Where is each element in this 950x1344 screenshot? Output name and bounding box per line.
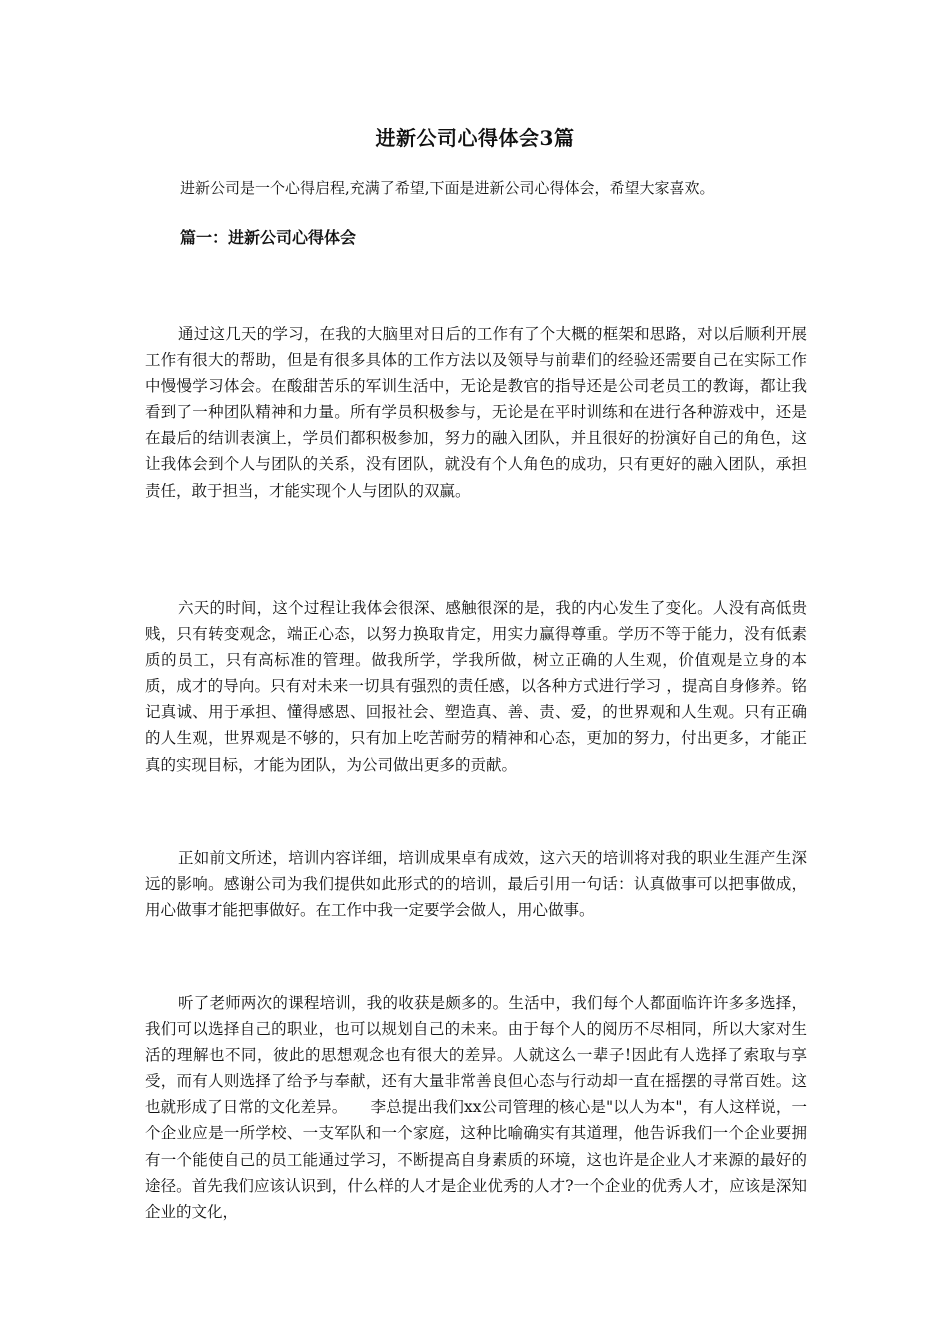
intro-paragraph: 进新公司是一个心得启程,充满了希望,下面是进新公司心得体会，希望大家喜欢。 bbox=[180, 179, 715, 197]
document-title: 进新公司心得体会3篇 bbox=[375, 126, 575, 150]
body-paragraph: 正如前文所述，培训内容详细，培训成果卓有成效，这六天的培训将对我的职业生涯产生深远的影响。感谢公司为我们提供如此形式的的培训，最后引用一句话：认真做事可以把事做成，用心做事才能把事做好。在工作中我一定要学会做人，用心做事。 bbox=[145, 849, 807, 920]
body-paragraph: 通过这几天的学习，在我的大脑里对日后的工作有了个大概的框架和思路，对以后顺利开展工作有很大的帮助，但是有很多具体的工作方法以及领导与前辈们的经验还需要自己在实际工作中慢慢学习体会。在酸甜苦乐的军训生活中，无论是教官的指导还是公司老员工的教诲，都让我看到了一种团队精神和力量。所有学员积极参与，无论是在平时训练和在进行各种游戏中，还是在最后的结训表演上，学员们都积极参加，努力的融入团队，并且很好的扮演好自己的角色，这让我体会到个人与团队的关系，没有团队，就没有个人角色的成功，只有更好的融入团队，承担责任，敢于担当，才能实现个人与团队的双赢。 bbox=[145, 325, 807, 500]
section-heading: 篇一：进新公司心得体会 bbox=[180, 228, 357, 247]
body-paragraph: 六天的时间，这个过程让我体会很深、感触很深的是，我的内心发生了变化。人没有高低贵贱，只有转变观念，端正心态，以努力换取肯定，用实力赢得尊重。学历不等于能力，没有低素质的员工，只有高标准的管理。做我所学，学我所做，树立正确的人生观，价值观是立身的本质，成才的导向。只有对未来一切具有强烈的责任感，以各种方式进行学习 ，提高自身修养。铭记真诚、用于承担、懂得感恩、回报社会、塑造真、善、责、爱，的世界观和人生观。只有正确的人生观，世界观是不够的，只有加上吃苦耐劳的精神和心态，更加的努力，付出更多，才能正真的实现目标，才能为团队，为公司做出更多的贡献。 bbox=[145, 599, 807, 774]
body-paragraph: 听了老师两次的课程培训，我的收获是颇多的。生活中，我们每个人都面临许许多多选择，我们可以选择自己的职业，也可以规划自己的未来。由于每个人的阅历不尽相同，所以大家对生活的理解也不同，彼此的思想观念也有很大的差异。人就这么一辈子!因此有人选择了索取与享受，而有人则选择了给予与奉献，还有大量非常善良但心态与行动却一直在摇摆的寻常百姓。这也就形成了日常的文化差异。 李总提出我们xx公司管理的核心是"以人为本"，有人这样说，一个企业应是一所学校、一支军队和一个家庭，这种比喻确实有其道理，他告诉我们一个企业要拥有一个能使自己的员工能通过学习，不断提高自身素质的环境，这也许是企业人才来源的最好的途径。首先我们应该认识到，什么样的人才是企业优秀的人才?一个企业的优秀人才，应该是深知企业的文化， bbox=[145, 994, 807, 1221]
